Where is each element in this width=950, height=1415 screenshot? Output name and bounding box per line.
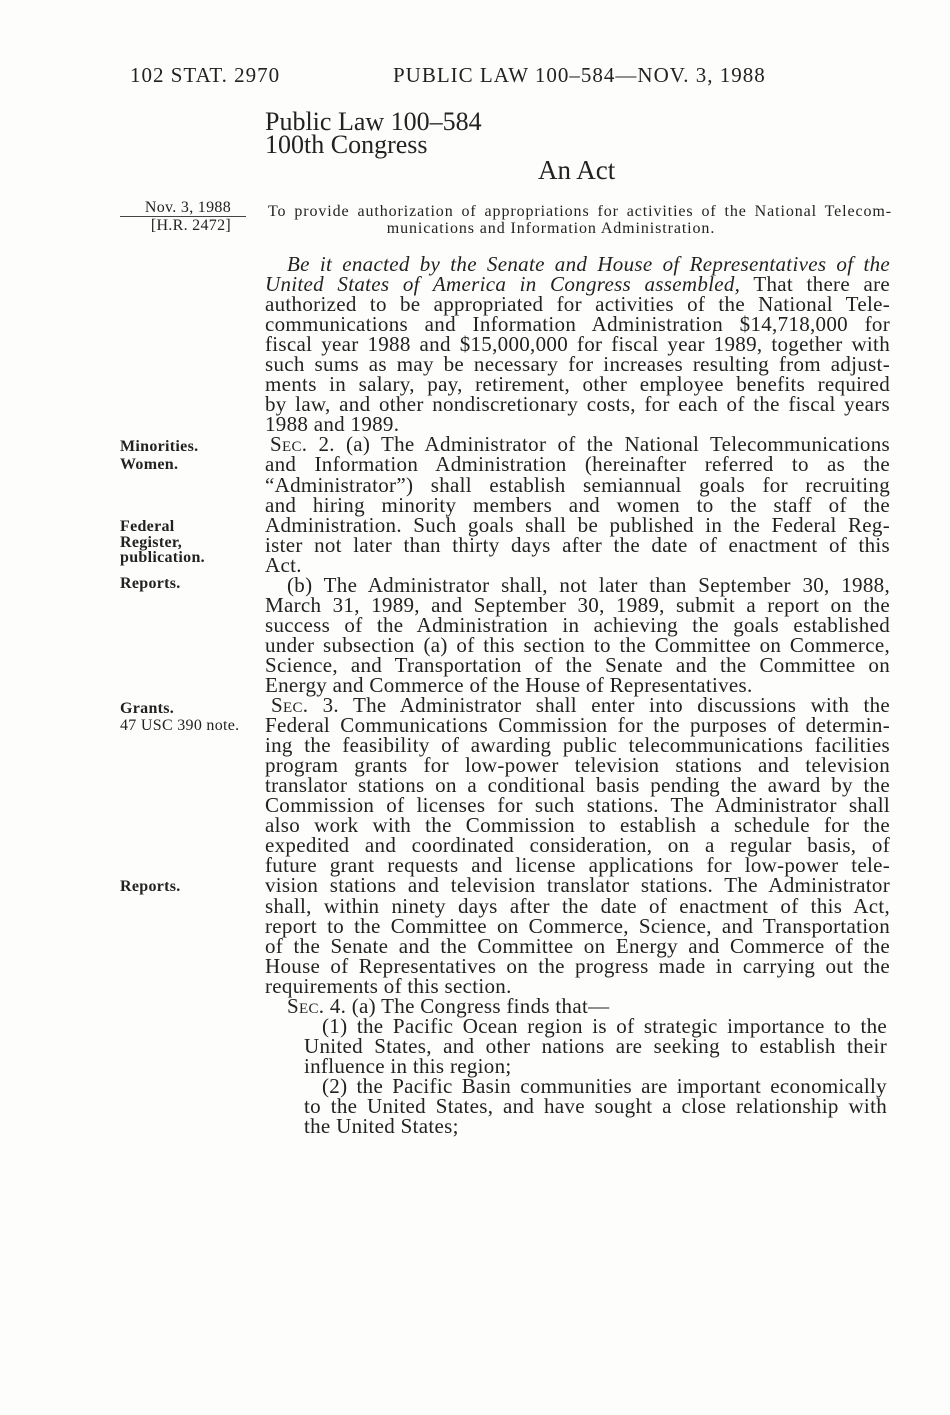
line-text: (a) The Administrator of the National Telecommunications (346, 432, 890, 457)
line-text: Federal Communications Commission for the purposes of determin- (265, 713, 890, 738)
public-law-title: Public Law 100–584 (265, 107, 482, 136)
line-text: Science, and Transportation of the Senate and the Committee on (265, 652, 890, 677)
text-line (265, 472, 890, 497)
line-text: success of the Administration in achieving the goals established (265, 612, 890, 637)
section-3 (265, 695, 890, 996)
line-text: (1) the Pacific Ocean region is of strategic importance to the (322, 1013, 887, 1038)
text-line (265, 312, 890, 337)
margin-note-line: Federal (120, 518, 175, 535)
line-text: program grants for low-power television stations and television (265, 753, 890, 778)
text-line (265, 492, 890, 517)
enacting-clause-body (265, 292, 890, 437)
text-line (265, 552, 890, 577)
margin-note-line: Minorities. (120, 438, 199, 455)
text-line (265, 512, 890, 537)
section-4a (265, 993, 890, 1018)
line-text: communications and Information Administration $14,718,000 for (265, 312, 890, 337)
running-head: PUBLIC LAW 100–584—NOV. 3, 1988 (393, 63, 766, 87)
line-text: That there are (753, 272, 890, 297)
purpose-line: To provide authorization of appropriations for activities of the National Telecom- (268, 203, 892, 220)
margin-note-line: Women. (120, 455, 179, 473)
act-heading: An Act (538, 155, 616, 185)
line-text: shall, within ninety days after the date of enactment of this Act, (265, 893, 890, 918)
text-line (265, 372, 890, 397)
line-text: to the United States, and have sought a close relationship with (304, 1093, 887, 1118)
line-text: and Information Administration (hereinafter referred to as the (265, 452, 890, 477)
text-line (265, 913, 890, 938)
text-line (265, 873, 890, 898)
text-line (304, 1093, 887, 1118)
line-text: Commission of licenses for such stations. The Administrator shall (265, 793, 890, 818)
text-line (265, 412, 890, 437)
margin-note-line: Reports. (120, 575, 181, 592)
line-text: Act. (265, 552, 302, 577)
line-text: ments in salary, pay, retirement, other employee benefits required (265, 372, 890, 397)
line-text: ister not later than thirty days after the date of enactment of this (265, 532, 890, 557)
line-text: Administration. Such goals shall be published in the Federal Reg- (265, 512, 890, 537)
text-line (265, 773, 890, 798)
line-text: influence in this region; (304, 1053, 512, 1078)
line-text: such sums as may be necessary for increases resulting from adjust- (265, 352, 890, 377)
section-label: Sec. 4. (287, 993, 347, 1018)
enacting-words: Be it enacted by the Senate and House of Representatives of the (287, 252, 890, 276)
section-label: Sec. 3. (271, 693, 339, 718)
page-number: 102 STAT. 2970 (130, 63, 281, 87)
text-line (304, 1033, 887, 1058)
line-text: vision stations and television translator stations. The Administrator (265, 873, 890, 898)
line-text: and hiring minority members and women to the staff of the (265, 492, 890, 517)
text-line (265, 612, 890, 637)
text-line (265, 392, 890, 417)
margin-note-line: Grants. (120, 700, 175, 717)
text-line (304, 1073, 887, 1098)
text-line (265, 953, 890, 978)
line-text: the United States; (304, 1114, 459, 1139)
text-line (265, 933, 890, 958)
line-text: future grant requests and license applications for low-power tele- (265, 853, 890, 878)
line-text: “Administrator”) shall establish semiannual goals for recruiting (265, 472, 890, 497)
text-line (265, 693, 891, 718)
margin-note-line: Reports. (120, 878, 181, 895)
text-line (265, 973, 890, 998)
line-text: March 31, 1989, and September 30, 1989, submit a report on the (265, 592, 890, 617)
text-line (265, 452, 890, 477)
margin-note-reports (120, 878, 181, 895)
line-text: report to the Committee on Commerce, Science, and Transportation (265, 913, 890, 938)
line-text: United States, and other nations are seeking to establish their (304, 1033, 887, 1058)
line-text: The Administrator shall enter into discussions with the (352, 693, 891, 718)
enactment-info (100, 199, 231, 235)
margin-note-reports (120, 575, 181, 592)
text-line (265, 632, 890, 657)
text-line (304, 1114, 887, 1139)
margin-note-line: publication. (120, 549, 205, 566)
line-text: 1988 and 1989. (265, 412, 400, 437)
text-line (265, 332, 890, 357)
enacting-words: United States of America in Congress assembled, (265, 272, 741, 297)
line-text: ing the feasibility of awarding public telecommunications facilities (265, 733, 890, 758)
text-line (265, 432, 890, 457)
enacting-clause (265, 252, 890, 437)
text-line (265, 793, 890, 818)
line-text: of the Senate and the Committee on Energy and Commerce of the (265, 933, 890, 958)
text-line (265, 292, 890, 317)
text-line (265, 893, 890, 918)
text-line (265, 833, 890, 858)
section-label: Sec. 2. (270, 432, 335, 457)
text-line (265, 254, 890, 274)
enactment-rule (120, 216, 246, 217)
text-line (265, 993, 890, 1018)
margin-note-federal-register (120, 519, 205, 566)
text-line (265, 713, 890, 738)
line-text: expedited and coordinated consideration, on a regular basis, of (265, 833, 890, 858)
body-text (265, 252, 891, 1139)
line-text: Energy and Commerce of the House of Representatives. (265, 672, 753, 697)
line-text: House of Representatives on the progress made in carrying out the (265, 953, 890, 978)
text-line (265, 592, 890, 617)
section-2b (265, 572, 890, 697)
line-text: also work with the Commission to establish a schedule for the (265, 813, 890, 838)
congress-title: 100th Congress (265, 130, 428, 159)
line-text: requirements of this section. (265, 973, 512, 998)
text-line (265, 853, 890, 878)
enactment-date: Nov. 3, 1988 (144, 199, 231, 216)
line-text: (2) the Pacific Basin communities are important economically (322, 1073, 887, 1098)
bill-number: [H.R. 2472] (150, 217, 231, 234)
text-line (265, 272, 890, 297)
margin-note-minorities-women (120, 438, 198, 473)
line-text: translator stations on a conditional basis pending the award by the (265, 773, 890, 798)
text-line (265, 572, 890, 597)
line-text: authorized to be appropriated for activities of the National Tele- (265, 292, 890, 317)
text-line (265, 733, 890, 758)
line-text: under subsection (a) of this section to the Committee on Commerce, (265, 632, 890, 657)
margin-note-citation: 47 USC 390 note. (120, 717, 240, 734)
line-text: (a) The Congress finds that— (351, 993, 610, 1018)
text-line (304, 1053, 887, 1078)
finding-2 (304, 1073, 887, 1139)
text-line (265, 672, 890, 697)
margin-note-grants (120, 700, 239, 734)
text-line (265, 652, 890, 677)
line-text: (b) The Administrator shall, not later than September 30, 1988, (287, 572, 890, 597)
text-line (265, 532, 890, 557)
margin-note-line: Register, (120, 533, 183, 551)
section-2a (265, 432, 890, 577)
line-text: by law, and other nondiscretionary costs, for each of the fiscal years (265, 392, 890, 417)
line-text: fiscal year 1988 and $15,000,000 for fiscal year 1989, together with (265, 332, 890, 357)
finding-1 (304, 1013, 887, 1078)
text-line (265, 352, 890, 377)
text-line (265, 813, 890, 838)
text-line (265, 753, 890, 778)
text-line (304, 1013, 887, 1038)
purpose-line: munications and Information Administration. (386, 220, 716, 237)
